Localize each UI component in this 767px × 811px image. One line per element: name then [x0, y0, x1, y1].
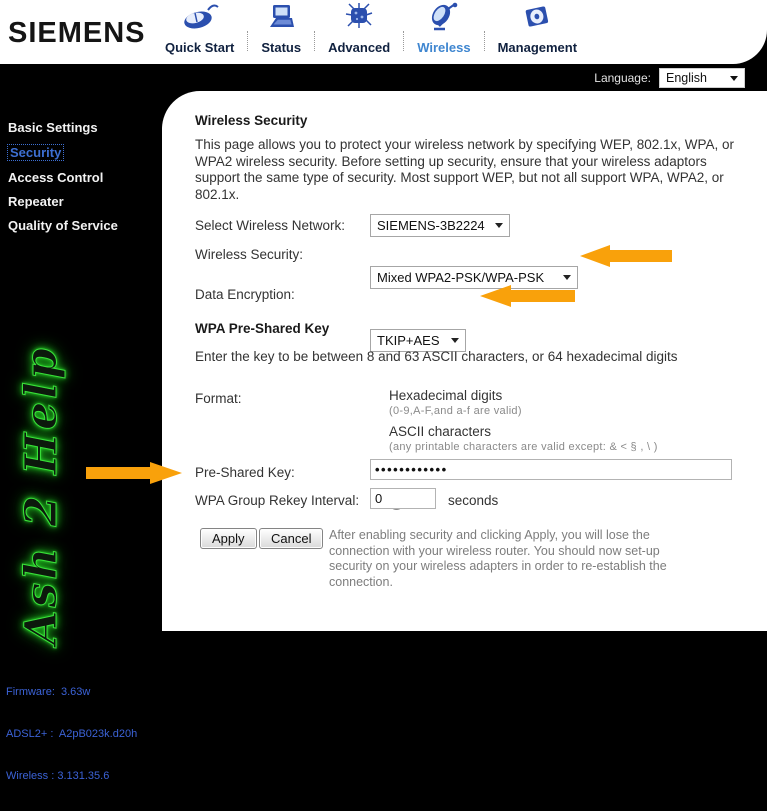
- wireless-security-selected-value: Mixed WPA2-PSK/WPA-PSK: [377, 270, 545, 285]
- wpa-psk-heading: WPA Pre-Shared Key: [195, 321, 330, 336]
- chevron-down-icon: [451, 338, 459, 347]
- nav-item-management[interactable]: [485, 3, 590, 61]
- ash2help-watermark: Ash 2 Help: [16, 345, 67, 645]
- select-network-label: Select Wireless Network:: [195, 218, 346, 233]
- rekey-interval-unit: seconds: [448, 493, 499, 508]
- nav-item-status[interactable]: [248, 3, 314, 61]
- apply-warning-note: After enabling security and clicking Apply, you will lose the connection with your wireless router. You should now set-up security on your wireless adapters in order to re-establish the connection.: [329, 528, 667, 589]
- cancel-button[interactable]: Cancel: [259, 528, 323, 549]
- nav-label: Quick Start: [165, 40, 235, 55]
- satellite-dish-icon: [426, 1, 462, 38]
- adsl-version-line: ADSL2+ : A2pB023k.d20h: [6, 728, 138, 740]
- annotation-arrow-data-encryption: [480, 284, 575, 308]
- rekey-interval-input[interactable]: [370, 488, 436, 509]
- language-selected-value: English: [666, 70, 707, 85]
- page-title: Wireless Security: [195, 113, 308, 128]
- main-content: [162, 91, 767, 631]
- wpa-psk-instruction: Enter the key to be between 8 and 63 ASCII characters, or 64 hexadecimal digits: [195, 349, 678, 364]
- nav-item-quick-start[interactable]: [152, 3, 247, 61]
- sidebar-item-basic-settings[interactable]: Basic Settings: [8, 120, 98, 135]
- wireless-network-selected-value: SIEMENS-3B2224: [377, 218, 485, 233]
- data-encryption-label: Data Encryption:: [195, 287, 295, 302]
- firmware-info: [6, 657, 137, 811]
- sidebar: [0, 91, 162, 782]
- hexadecimal-radio-note: (0-9,A-F,and a-f are valid): [389, 405, 522, 417]
- laptop-icon: [264, 1, 298, 38]
- chevron-down-icon: [563, 275, 571, 284]
- chevron-down-icon: [730, 76, 738, 85]
- nav-label: Status: [261, 40, 302, 55]
- sidebar-item-access-control[interactable]: Access Control: [8, 170, 104, 185]
- apply-button[interactable]: Apply: [200, 528, 257, 549]
- ascii-radio-label: ASCII characters: [389, 424, 492, 439]
- language-bar: [0, 64, 767, 91]
- annotation-arrow-wireless-security: [580, 244, 672, 268]
- nav-item-advanced[interactable]: [315, 3, 403, 61]
- hexadecimal-radio-label: Hexadecimal digits: [389, 388, 503, 403]
- data-encryption-selected-value: TKIP+AES: [377, 333, 440, 348]
- wireless-version-line: Wireless : 3.131.35.6: [6, 770, 110, 782]
- sidebar-item-quality-of-service[interactable]: Quality of Service: [8, 218, 118, 233]
- sidebar-item-repeater[interactable]: Repeater: [8, 194, 64, 209]
- nav-item-wireless[interactable]: [404, 3, 483, 61]
- chip-icon: [342, 1, 376, 38]
- page-description: This page allows you to protect your wireless network by specifying WEP, 802.1x, WPA, or WPA2 wireless security. Before setting up security, ensure that your wireless adaptors support the same type of security. Most support WEP, but not all support WPA, WPA2, or 802.1x.: [195, 137, 734, 202]
- language-select[interactable]: [659, 68, 745, 88]
- wireless-network-select[interactable]: [370, 214, 510, 237]
- nav-label: Wireless: [417, 40, 471, 55]
- nav-label: Management: [497, 40, 578, 55]
- disk-icon: [520, 1, 554, 38]
- header-background: [0, 0, 767, 64]
- wireless-security-label: Wireless Security:: [195, 247, 304, 262]
- annotation-arrow-pre-shared-key: [86, 461, 182, 485]
- siemens-logo: SIEMENS: [8, 17, 146, 49]
- rekey-interval-label: WPA Group Rekey Interval:: [195, 493, 360, 508]
- nav-label: Advanced: [328, 40, 391, 55]
- ascii-radio-note: (any printable characters are valid except: & < § , \ ): [389, 441, 658, 453]
- top-navigation: [152, 3, 590, 61]
- header: [0, 0, 767, 64]
- sidebar-item-security[interactable]: Security: [10, 145, 62, 160]
- language-label: Language:: [594, 70, 651, 85]
- format-label: Format:: [195, 391, 242, 406]
- firmware-version-line: Firmware: 3.63w: [6, 686, 91, 698]
- chevron-down-icon: [495, 223, 503, 232]
- mouse-icon: [180, 1, 220, 38]
- pre-shared-key-label: Pre-Shared Key:: [195, 465, 295, 480]
- pre-shared-key-input[interactable]: [370, 459, 732, 480]
